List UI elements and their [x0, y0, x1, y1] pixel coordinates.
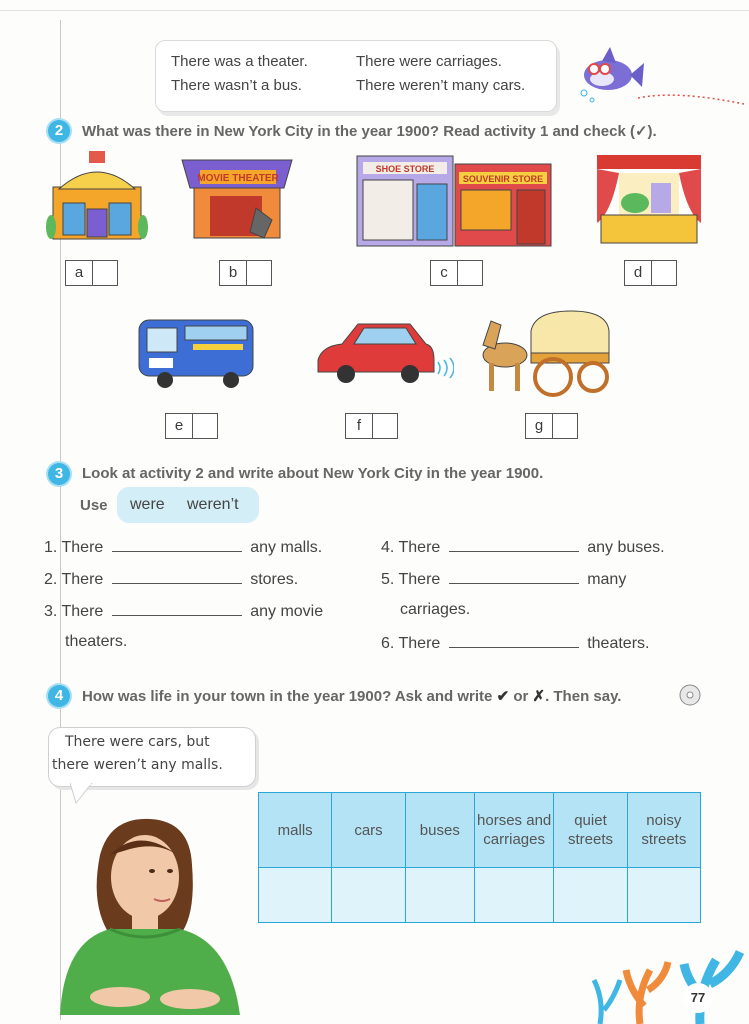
- grammar-box: [155, 40, 557, 112]
- stores-picture: [355, 154, 553, 249]
- answer-blank[interactable]: [112, 537, 242, 552]
- word-bank-word: weren’t: [187, 496, 239, 513]
- table-header-row: [259, 793, 701, 868]
- check-box-label: f: [346, 414, 373, 438]
- sentence-2: [44, 569, 298, 589]
- audio-cd-icon[interactable]: [675, 683, 705, 707]
- dotted-swim-path: [636, 88, 746, 108]
- activity-2-instruction: What was there in New York City in the year 1900? Read activity 1 and check (✓).: [82, 123, 657, 140]
- girl-illustration: [40, 815, 270, 1015]
- sentence-3-continuation: theaters.: [65, 633, 128, 650]
- speech-bubble: [48, 727, 256, 787]
- cross-mark-icon: ✗: [532, 688, 546, 705]
- table-answer-cell[interactable]: [554, 868, 627, 923]
- check-cell[interactable]: [247, 261, 271, 285]
- table-answer-cell[interactable]: [627, 868, 700, 923]
- word-bank: [117, 487, 259, 523]
- speech-bubble-tail: [70, 783, 100, 805]
- table-answer-row: [259, 868, 701, 923]
- check-box-label: e: [166, 414, 193, 438]
- table-answer-cell[interactable]: [474, 868, 553, 923]
- grammar-line-2b: There weren’t many cars.: [356, 77, 526, 94]
- check-box-label: a: [66, 261, 93, 285]
- check-box-label: g: [526, 414, 553, 438]
- activity-4-instruction: [82, 687, 621, 705]
- answer-blank[interactable]: [449, 569, 579, 584]
- check-cell[interactable]: [553, 414, 577, 438]
- sentence-1: [44, 537, 322, 557]
- check-box-g[interactable]: [525, 413, 578, 439]
- check-box-a[interactable]: [65, 260, 118, 286]
- horse-carriage-picture: [475, 307, 613, 399]
- shoe-store-sign: SHOE STORE: [375, 164, 435, 174]
- activity-3-badge: 3: [48, 463, 70, 485]
- table-answer-cell[interactable]: [259, 868, 332, 923]
- activity-2-badge: 2: [48, 120, 70, 142]
- sentence-end: stores.: [250, 571, 299, 588]
- sentence-start: There: [61, 603, 104, 620]
- answer-blank[interactable]: [449, 537, 579, 552]
- check-box-label: b: [220, 261, 247, 285]
- sentence-end: many: [587, 571, 627, 588]
- check-box-f[interactable]: [345, 413, 398, 439]
- sentence-number: 3.: [44, 603, 58, 620]
- table-header-cell: malls: [259, 793, 332, 868]
- instruction-text: How was life in your town in the year 1900? Ask and write: [82, 688, 493, 705]
- grammar-line-1a: There was a theater.: [171, 53, 308, 70]
- activity-3-instruction: Look at activity 2 and write about New York City in the year 1900.: [82, 465, 544, 482]
- speech-line-2: there weren’t any malls.: [52, 757, 223, 773]
- answer-blank[interactable]: [112, 569, 242, 584]
- sentence-end: any buses.: [587, 539, 665, 556]
- table-header-cell: cars: [332, 793, 405, 868]
- sentence-end: theaters.: [587, 635, 650, 652]
- grammar-line-1b: There were carriages.: [356, 53, 502, 70]
- sentence-end: any malls.: [250, 539, 323, 556]
- sentence-number: 4.: [381, 539, 395, 556]
- sentence-5-continuation: carriages.: [400, 601, 471, 618]
- check-box-d[interactable]: [624, 260, 677, 286]
- activity-4-badge: 4: [48, 685, 70, 707]
- coral-decoration: [580, 940, 749, 1024]
- check-box-e[interactable]: [165, 413, 218, 439]
- page-number: 77: [683, 983, 713, 1013]
- sentence-start: There: [398, 571, 441, 588]
- theater-picture: [595, 153, 703, 245]
- table-header-cell: horses and carriages: [474, 793, 553, 868]
- check-box-label: d: [625, 261, 652, 285]
- sentence-number: 6.: [381, 635, 395, 652]
- top-rule: [0, 10, 749, 11]
- bus-picture: [135, 312, 257, 390]
- grammar-line-2a: There wasn’t a bus.: [171, 77, 302, 94]
- sentence-start: There: [398, 635, 441, 652]
- souvenir-store-sign: SOUVENIR STORE: [462, 174, 544, 184]
- mall-picture: [45, 147, 150, 242]
- use-label: Use: [80, 497, 108, 514]
- shark-mascot-icon: [572, 45, 644, 107]
- table-header-cell: quiet streets: [554, 793, 627, 868]
- sentence-3: [44, 601, 323, 621]
- sentence-4: [381, 537, 665, 557]
- instruction-or: or: [513, 688, 529, 705]
- check-mark-icon: ✔: [496, 688, 510, 705]
- check-cell[interactable]: [373, 414, 397, 438]
- table-header-cell: buses: [405, 793, 474, 868]
- check-cell[interactable]: [193, 414, 217, 438]
- table-answer-cell[interactable]: [332, 868, 405, 923]
- movie-theater-picture: [180, 158, 295, 243]
- check-box-b[interactable]: [219, 260, 272, 286]
- check-cell[interactable]: [652, 261, 676, 285]
- word-bank-word: were: [130, 496, 165, 513]
- answer-blank[interactable]: [449, 633, 579, 648]
- speech-line-1: There were cars, but: [65, 734, 210, 750]
- sentence-number: 5.: [381, 571, 395, 588]
- check-cell[interactable]: [93, 261, 117, 285]
- check-box-c[interactable]: [430, 260, 483, 286]
- sentence-5: [381, 569, 626, 589]
- sentence-start: There: [398, 539, 441, 556]
- movie-theater-sign: MOVIE THEATER: [197, 173, 279, 184]
- check-box-label: c: [431, 261, 458, 285]
- table-header-cell: noisy streets: [627, 793, 700, 868]
- survey-table: [258, 792, 701, 923]
- table-answer-cell[interactable]: [405, 868, 474, 923]
- sentence-number: 2.: [44, 571, 58, 588]
- sentence-6: [381, 633, 649, 653]
- car-picture: [312, 318, 454, 390]
- sentence-number: 1.: [44, 539, 58, 556]
- sentence-end: any movie: [250, 603, 324, 620]
- instruction-text-end: . Then say.: [545, 688, 622, 705]
- sentence-start: There: [61, 539, 104, 556]
- check-cell[interactable]: [458, 261, 482, 285]
- sentence-start: There: [61, 571, 104, 588]
- answer-blank[interactable]: [112, 601, 242, 616]
